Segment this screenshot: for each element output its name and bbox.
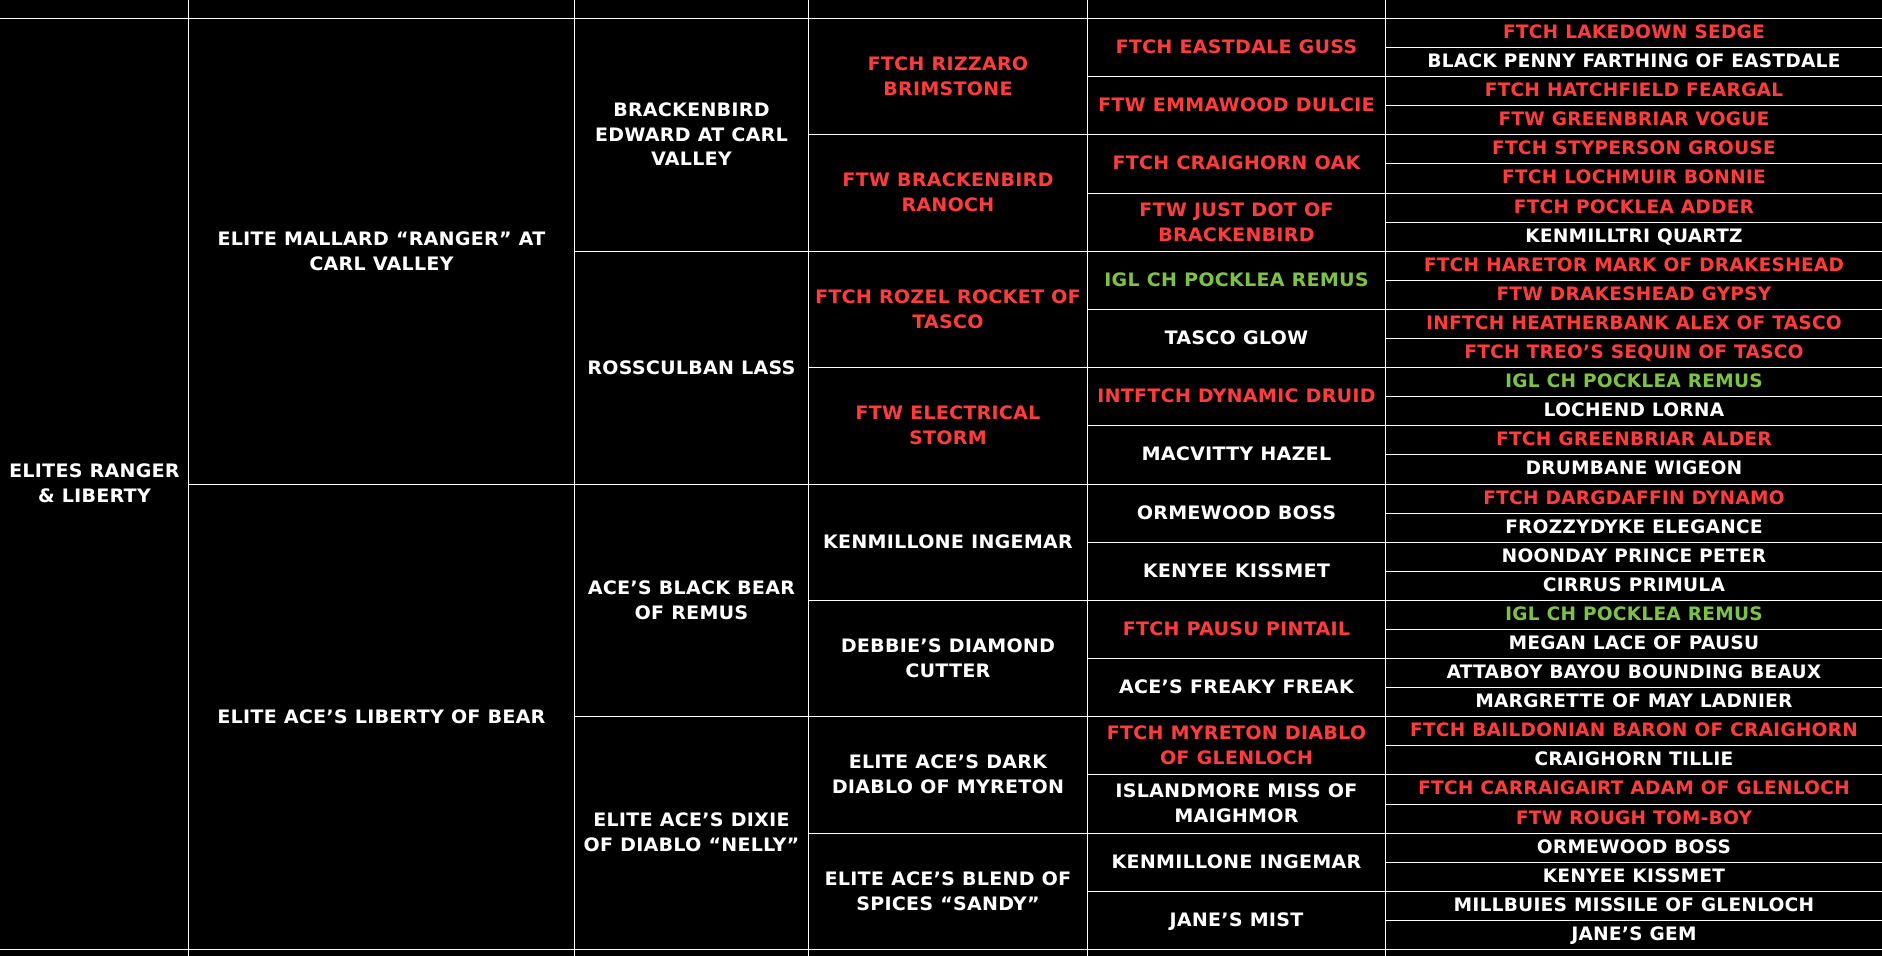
gen1-ancestor: ELITE ACE’S LIBERTY OF BEAR [217, 706, 546, 729]
gen5-ancestor: FTW DRAKESHEAD GYPSY [1496, 283, 1772, 305]
gen4-ancestor: INTFTCH DYNAMIC DRUID [1097, 385, 1376, 408]
gen5-ancestor: FTCH TREO’S SEQUIN OF TASCO [1464, 341, 1804, 363]
gen3-ancestor: FTCH RIZZARO BRIMSTONE [867, 52, 1029, 100]
gen4-ancestor: IGL CH POCKLEA REMUS [1104, 269, 1369, 292]
gen5-ancestor: FTW GREENBRIAR VOGUE [1498, 108, 1770, 130]
subject-name: ELITES RANGER & LIBERTY [9, 460, 180, 507]
gen4-ancestor: FTCH EASTDALE GUSS [1115, 36, 1358, 59]
gen3-ancestor: ELITE ACE’S BLEND OF SPICES “SANDY” [824, 867, 1072, 915]
gen5-ancestor: IGL CH POCKLEA REMUS [1505, 603, 1763, 625]
gen3-ancestor: FTW BRACKENBIRD RANOCH [842, 168, 1054, 216]
gen2-ancestor: ACE’S BLACK BEAR OF REMUS [587, 577, 796, 624]
gen5-ancestor: FTCH POCKLEA ADDER [1513, 196, 1755, 218]
gen4-ancestor: FTW JUST DOT OF BRACKENBIRD [1139, 198, 1334, 246]
gen4-ancestor: KENMILLONE INGEMAR [1111, 851, 1362, 874]
gen3-ancestor: FTW ELECTRICAL STORM [855, 401, 1041, 449]
gen3-ancestor: DEBBIE’S DIAMOND CUTTER [840, 634, 1056, 682]
gen5-ancestor: MEGAN LACE OF PAUSU [1508, 632, 1760, 654]
gen1-ancestor: ELITE MALLARD “RANGER” AT CARL VALLEY [217, 227, 546, 275]
gen5-ancestor: FTCH HARETOR MARK OF DRAKESHEAD [1423, 254, 1845, 276]
gen5-ancestor: FTCH BAILDONIAN BARON OF CRAIGHORN [1409, 719, 1858, 741]
gen5-ancestor: JANE’S GEM [1571, 923, 1697, 945]
gen4-ancestor: FTCH PAUSU PINTAIL [1122, 618, 1351, 641]
gen5-ancestor: MARGRETTE OF MAY LADNIER [1475, 690, 1793, 712]
gen4-ancestor: ACE’S FREAKY FREAK [1119, 676, 1354, 699]
gen3-ancestor: KENMILLONE INGEMAR [823, 531, 1073, 554]
gen5-ancestor: FTCH LOCHMUIR BONNIE [1502, 166, 1766, 188]
gen5-ancestor: INFTCH HEATHERBANK ALEX OF TASCO [1426, 312, 1842, 334]
gen4-ancestor: FTCH MYRETON DIABLO OF GLENLOCH [1106, 721, 1367, 769]
gen4-ancestor: JANE’S MIST [1169, 909, 1304, 932]
gen4-ancestor: TASCO GLOW [1164, 327, 1309, 350]
gen2-ancestor: BRACKENBIRD EDWARD AT CARL VALLEY [595, 98, 788, 171]
gen5-ancestor: ATTABOY BAYOU BOUNDING BEAUX [1446, 661, 1822, 683]
gen5-ancestor: FTCH LAKEDOWN SEDGE [1502, 21, 1766, 43]
gen5-ancestor: KENMILLTRI QUARTZ [1525, 225, 1743, 247]
gen4-ancestor: FTCH CRAIGHORN OAK [1112, 152, 1361, 175]
gen5-ancestor: FTW ROUGH TOM-BOY [1515, 807, 1753, 829]
gen5-ancestor: FTCH GREENBRIAR ALDER [1496, 428, 1772, 450]
gen5-ancestor: NOONDAY PRINCE PETER [1501, 545, 1767, 567]
gen5-ancestor: FROZZYDYKE ELEGANCE [1505, 516, 1763, 538]
gen4-ancestor: KENYEE KISSMET [1142, 560, 1331, 583]
gen4-ancestor: ISLANDMORE MISS OF MAIGHMOR [1115, 779, 1358, 827]
gen5-ancestor: KENYEE KISSMET [1542, 865, 1726, 887]
gen5-ancestor: IGL CH POCKLEA REMUS [1505, 370, 1763, 392]
gen2-ancestor: ELITE ACE’S DIXIE OF DIABLO “NELLY” [583, 809, 800, 856]
gen3-ancestor: FTCH ROZEL ROCKET OF TASCO [815, 285, 1081, 333]
gen5-ancestor: CRAIGHORN TILLIE [1534, 748, 1734, 770]
gen5-ancestor: FTCH HATCHFIELD FEARGAL [1484, 79, 1784, 101]
gen5-ancestor: ORMEWOOD BOSS [1536, 836, 1732, 858]
gen3-ancestor: ELITE ACE’S DARK DIABLO OF MYRETON [831, 750, 1065, 798]
gen5-ancestor: FTCH CARRAIGAIRT ADAM OF GLENLOCH [1418, 777, 1850, 799]
gen4-ancestor: FTW EMMAWOOD DULCIE [1098, 94, 1375, 117]
gen2-ancestor: ROSSCULBAN LASS [587, 356, 796, 379]
gen5-ancestor: DRUMBANE WIGEON [1525, 457, 1743, 479]
gen5-ancestor: FTCH STYPERSON GROUSE [1492, 137, 1776, 159]
gen4-ancestor: ORMEWOOD BOSS [1136, 502, 1337, 525]
gen5-ancestor: BLACK PENNY FARTHING OF EASTDALE [1427, 50, 1841, 72]
gen5-ancestor: LOCHEND LORNA [1543, 399, 1725, 421]
gen5-ancestor: MILLBUIES MISSILE OF GLENLOCH [1453, 894, 1815, 916]
gen4-ancestor: MACVITTY HAZEL [1141, 443, 1332, 466]
gen5-ancestor: FTCH DARGDAFFIN DYNAMO [1483, 487, 1785, 509]
gen5-ancestor: CIRRUS PRIMULA [1542, 574, 1726, 596]
